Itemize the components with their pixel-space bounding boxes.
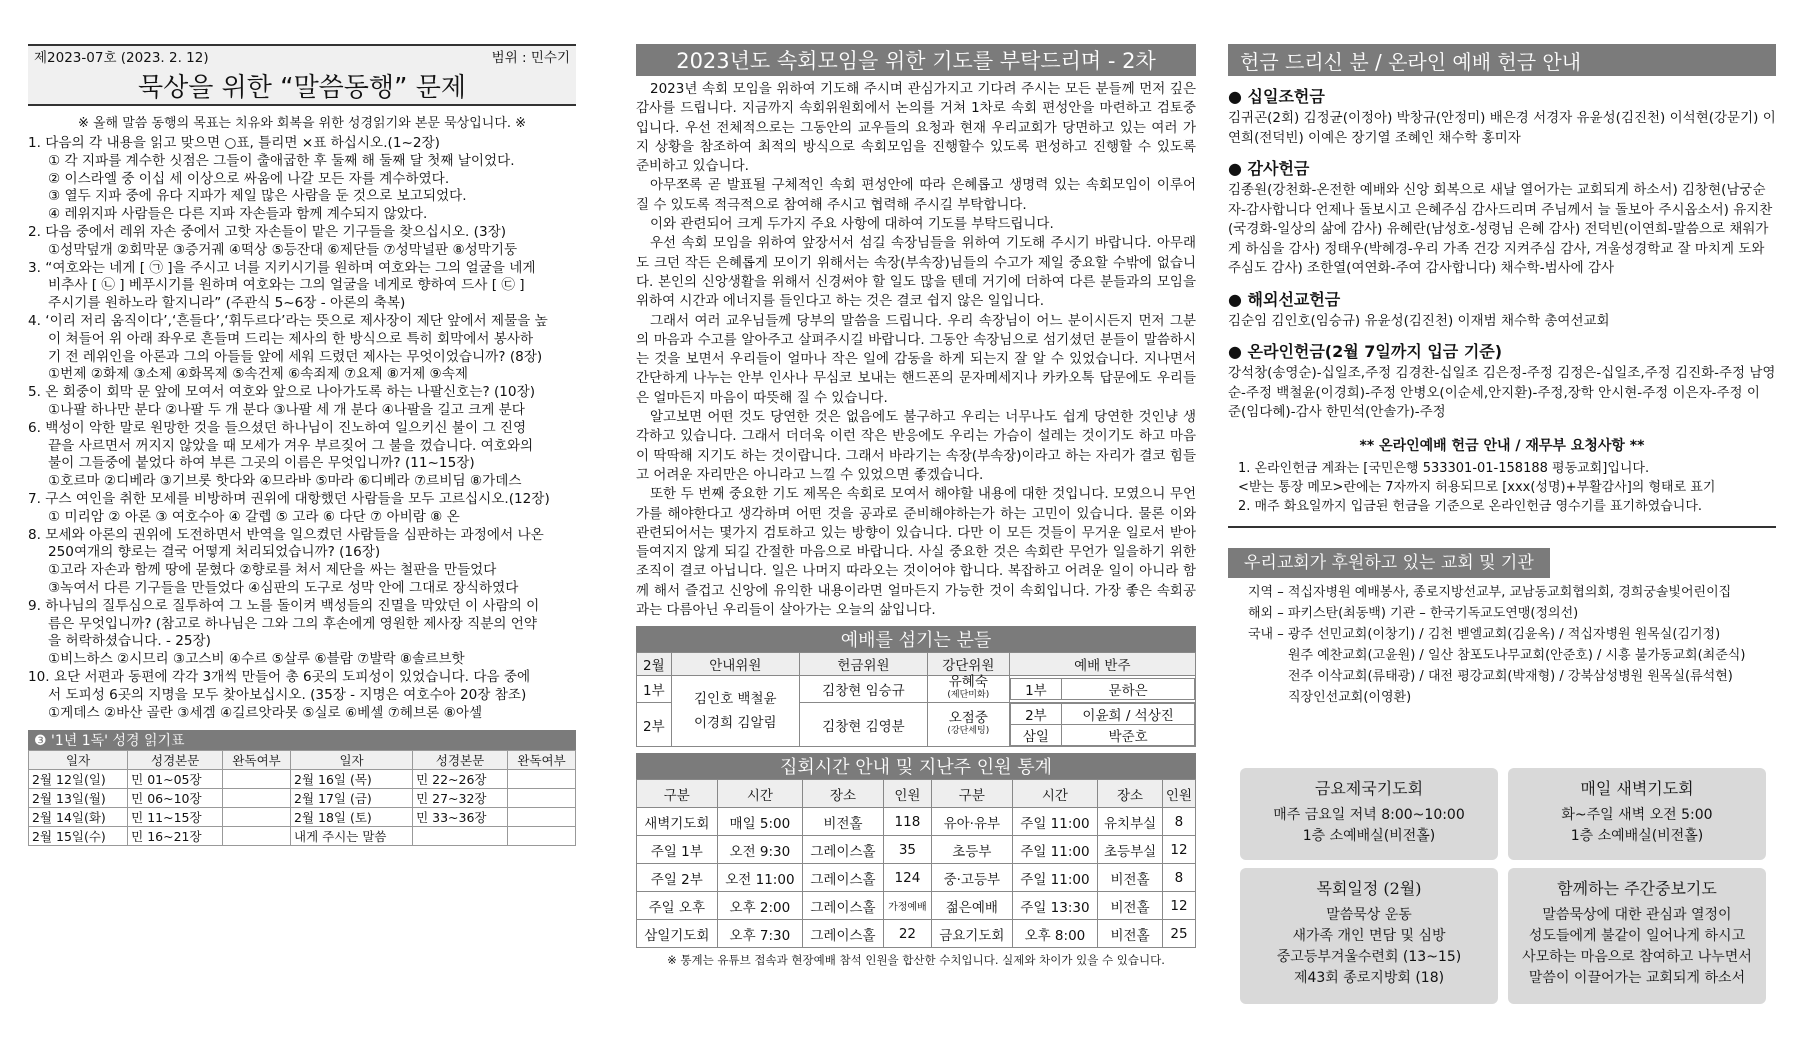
stats-header: 구분: [637, 780, 718, 808]
altar-role: (강단세팅): [947, 725, 990, 736]
offering-category: ● 감사헌금: [1228, 159, 1310, 178]
reading-cell: 2월 17일 (금): [291, 789, 413, 808]
question-line: 1. 다음의 각 내용을 읽고 맞으면 ○표, 틀리면 ×표 하십시오.(1~2장): [28, 135, 440, 151]
worship-header: 안내위원: [671, 653, 799, 676]
question-line: ①고라 자손과 함께 땅에 묻혔다 ②향로를 쳐서 제단을 싸는 철판을 만들었다: [48, 562, 497, 579]
stats-cell: 오후 2:00: [717, 892, 803, 920]
question-line: 3. “여호와는 네게 [ ㉠ ]을 주시고 너를 지키시기를 원하며 여호와는 그의 얼굴을 네게: [28, 259, 536, 276]
stats-cell: 중·고등부: [932, 864, 1013, 892]
quiz-column: [28, 44, 576, 846]
guide-line: <받는 통장 메모>란에는 7자까지 허용되므로 [xxx(성명)+부활감사]의 형태로 표기: [1238, 479, 1716, 495]
question-line: 을 허락하셨습니다. - 25장): [48, 633, 211, 650]
stats-cell: 주일 11:00: [1012, 864, 1098, 892]
support-line: 직장인선교회(이영환): [1288, 689, 1412, 705]
reading-cell: [508, 770, 576, 789]
stats-cell: 주일 11:00: [1012, 808, 1098, 836]
stats-cell: 오전 11:00: [717, 864, 803, 892]
stats-cell: 그레이스홀: [803, 892, 884, 920]
stats-row: [637, 892, 1196, 920]
reading-cell: 민 06~10장: [128, 789, 223, 808]
usher-names: 김인호 백철윤 이경희 김알림: [671, 676, 799, 747]
question-line: 주시기를 원하노라 할지니라” (주관식 5~6장 - 아론의 축복): [48, 295, 406, 312]
box-line: 새가족 개인 면담 및 심방: [1292, 928, 1446, 944]
issue-number: 제2023-07호 (2023. 2. 12): [34, 50, 209, 66]
stats-note: ※ 통계는 유튜브 접속과 현장예배 참석 인원을 합산한 수치입니다. 실제와 차이가 있을 수 있습니다.: [667, 953, 1165, 968]
stats-cell: 22: [883, 920, 931, 948]
reading-cell: [508, 789, 576, 808]
prayer-title: 2023년도 속회모임을 위한 기도를 부탁드리며 - 2차: [636, 44, 1196, 76]
question-line: ④ 레위지파 사람들은 다른 지파 자손들과 함께 계수되지 않았다.: [48, 206, 428, 223]
offering-names: 김순임 김인호(임승규) 유윤성(김진천) 이재범 채수학 총여선교회: [1228, 312, 1610, 329]
box-line: 중고등부겨울수련회 (13~15): [1276, 949, 1462, 965]
dawn-prayer-box: [1508, 768, 1766, 860]
question-line: 불이 그들중에 붙었다 하여 부른 그곳의 이름은 무엇입니까? (11~15장): [48, 455, 475, 472]
prayer-paragraph: 그래서 여러 교우님들께 당부의 말씀을 드립니다. 우리 속장님이 어느 분이시든지 먼저 그분의 마음과 수고를 알아주고 살펴주시길 바랍니다. 그동안 속장님으로 섬기셨던 분들이 말씀하시는 것을 보면서 우리들이 얼마나 작은 일에 감동을 하게 되는지 잘 알 수 있었습니다. 지나면서 간단하게 나누는 안부 인사나 무심코 보내는 핸드폰의 문자메세지나 카카오톡 답문에도 우리들은 얼마든지 마음이 따뜻해 질 수 있습니다.: [636, 312, 1196, 406]
reading-cell: 2월 14일(화): [29, 808, 128, 827]
stats-row: [637, 864, 1196, 892]
altar-role: (제단미화): [947, 690, 990, 701]
box-line: 말씀이 이끌어가는 교회되게 하소서: [1528, 970, 1746, 986]
reading-header: 완독여부: [223, 751, 291, 770]
stats-cell: 비전홀: [1098, 864, 1163, 892]
box-title: 매일 새벽기도회: [1580, 779, 1694, 798]
reading-cell: 민 11~15장: [128, 808, 223, 827]
stats-cell: 가정예배: [883, 892, 931, 920]
stats-row: [637, 836, 1196, 864]
stats-cell: 8: [1162, 808, 1195, 836]
altar-name: 오점중: [948, 709, 988, 726]
offering-category: ● 온라인헌금(2월 7일까지 입금 기준): [1228, 342, 1503, 361]
stats-cell: 오전 9:30: [717, 836, 803, 864]
box-line: 사모하는 마음으로 참여하고 나누면서: [1522, 949, 1752, 965]
reading-cell: [223, 808, 291, 827]
worship-header: 2월: [637, 653, 672, 676]
box-title: 함께하는 주간중보기도: [1557, 879, 1717, 898]
support-list: [1228, 582, 1776, 708]
stats-cell: 25: [1162, 920, 1195, 948]
online-guide: [1228, 459, 1776, 516]
stats-cell: 오후 7:30: [717, 920, 803, 948]
quiz-intro: ※ 올해 말씀 동행의 목표는 치유와 회복을 위한 성경읽기와 본문 묵상입니다. ※: [77, 116, 527, 131]
question-line: ①나팔 하나만 분다 ②나팔 두 개 분다 ③나팔 세 개 분다 ④나팔을 길고 크게 분다: [48, 401, 525, 418]
question-list: [28, 135, 576, 722]
accompanist-name: 문하은: [1062, 679, 1195, 700]
reading-row: [29, 789, 576, 808]
support-line: 해외 – 파키스탄(최동백) 기관 – 한국기독교도연맹(정의선): [1248, 605, 1579, 621]
reading-cell: 민 27~32장: [413, 789, 508, 808]
stats-header: 인원: [1162, 780, 1195, 808]
stats-cell: 주일 11:00: [1012, 836, 1098, 864]
question-line: 7. 구스 여인을 취한 모세를 비방하며 권위에 대항했던 사람들을 모두 고르십시오.(12장): [28, 490, 550, 507]
accompanist-name: 이윤희 / 석상진: [1062, 704, 1195, 725]
box-line: 말씀묵상에 대한 관심과 열정이: [1542, 907, 1732, 923]
stats-cell: 주일 오후: [637, 892, 718, 920]
intercession-box: [1508, 868, 1766, 1004]
service-label: 2부: [1010, 704, 1062, 725]
reading-cell: 민 22~26장: [413, 770, 508, 789]
offering-names: 김창현 김영분: [799, 703, 927, 747]
stats-cell: 오후 8:00: [1012, 920, 1098, 948]
stats-header: 인원: [883, 780, 931, 808]
stats-cell: 비전홀: [1098, 920, 1163, 948]
reading-cell: [223, 827, 291, 846]
guide-line: 1. 온라인헌금 계좌는 [국민은행 533301-01-158188 평동교회]입니다.: [1238, 460, 1650, 476]
reading-cell: [223, 770, 291, 789]
stats-cell: 새벽기도회: [637, 808, 718, 836]
guide-line: 2. 매주 화요일까지 입금된 헌금을 기준으로 온라인헌금 영수기를 표기하였습니다.: [1238, 498, 1703, 514]
reading-cell: 2월 16일 (목): [291, 770, 413, 789]
prayer-paragraph: 이와 관련되어 크게 두가지 주요 사항에 대하여 기도를 부탁드립니다.: [650, 216, 1054, 233]
reading-cell: 내게 주시는 말씀: [291, 827, 413, 846]
reading-cell: 민 16~21장: [128, 827, 223, 846]
question-line: 기 전 레위인을 아론과 그의 아들들 앞에 세워 드렸던 제사는 무엇이었습니까? (8장): [48, 348, 543, 365]
question-line: 250여개의 향로는 결국 어떻게 처리되었습니까? (16장): [48, 544, 381, 561]
stats-cell: 주일 13:30: [1012, 892, 1098, 920]
box-title: 목회일정 (2월): [1316, 879, 1422, 898]
question-line: 2. 다음 중에서 레위 자손 중에서 고핫 자손들이 맡은 기구들을 찾으십시오. (3장): [28, 223, 507, 240]
support-line: 전주 이삭교회(류태광) / 대전 평강교회(박재형) / 강북삼성병원 원목실(류석현): [1288, 668, 1733, 684]
question-line: ①게데스 ②바산 골란 ③세겜 ④길르앗라못 ⑤실로 ⑥베셀 ⑦헤브론 ⑧아셀: [48, 704, 483, 721]
question-line: ①비느하스 ②시므리 ③고스비 ④수르 ⑤살루 ⑥블람 ⑦발락 ⑧솔르브핫: [48, 651, 465, 668]
offering-category: ● 해외선교헌금: [1228, 289, 1341, 309]
worship-servers-table: [636, 652, 1196, 747]
reading-row: [29, 808, 576, 827]
issue-bar: [28, 44, 576, 66]
offering-category: ● 십일조헌금: [1228, 87, 1325, 106]
support-line: 지역 – 적십자병원 예배봉사, 종로지방선교부, 교남동교회협의회, 경희궁솔빛어린이집: [1248, 584, 1732, 600]
worship-header: 예배 반주: [1009, 653, 1195, 676]
accompanist-row: [1010, 725, 1194, 746]
stats-cell: 매일 5:00: [717, 808, 803, 836]
question-line: ①번제 ②화제 ③소제 ④화목제 ⑤속건제 ⑥속죄제 ⑦요제 ⑧거제 ⑨속제: [48, 366, 469, 383]
service-label: 삼일: [1010, 725, 1062, 746]
scope-label: 범위 : 민수기: [491, 50, 570, 66]
worship-header: 강단위원: [928, 653, 1010, 676]
stats-cell: 주일 1부: [637, 836, 718, 864]
offering-names: 강석창(송영순)-십일조,주정 김경찬-십일조 김은정-주정 김정은-십일조,주정 김진화-주정 남영순-주정 백철윤(이경희)-주정 안병오(이순세,안지환)-주정,장학 안시현-주정 이은자-주정 이 준(임다혜)-감사 한민석(안솔가)-주정: [1228, 365, 1776, 420]
stats-cell: 유아·유부: [932, 808, 1013, 836]
question-line: 5. 온 회중이 회막 문 앞에 모여서 여호와 앞으로 나아가도록 하는 나팔신호는? (10장): [28, 384, 536, 401]
reading-header: 완독여부: [508, 751, 576, 770]
stats-cell: 유치부실: [1098, 808, 1163, 836]
accompanist-row: [1010, 679, 1194, 700]
reading-cell: 2월 18일 (토): [291, 808, 413, 827]
stats-header: 시간: [717, 780, 803, 808]
question-line: 비추사 [ ㉡ ] 베푸시기를 원하며 여호와는 그의 얼굴을 네게로 향하여 드사 [ ㉢ ]: [48, 277, 525, 294]
reading-header: 성경본문: [413, 751, 508, 770]
offering-names: 김종원(강천화-온전한 예배와 신앙 회복으로 새날 열어가는 교회되게 하소서) 김창현(남궁순자-감사합니다 언제나 돌보시고 은혜주심 감사드리며 주님께서 늘 돌보아 주시옵소서) 유지찬(국경화-일상의 삶에 감사) 유혜란(남성호-성령님 은혜 감사) 전덕빈(이연희-말씀으로 채워가게 하심을 감사) 정태우(박혜경-우리 가족 건강 지켜주심 감사, 겨울성경학교 잘 마치게 도와주심도 감사) 조한열(여연화-주여 감사합니다) 채수학-범사에 감사: [1228, 182, 1773, 276]
stats-cell: 비전홀: [803, 808, 884, 836]
box-line: 제43회 종로지방회 (18): [1293, 970, 1445, 986]
question-line: ③ 열두 지파 중에 유다 지파가 제일 많은 사람을 둔 것으로 보고되었다.: [48, 188, 467, 205]
row-label: 1부: [637, 676, 672, 703]
stats-row: [637, 808, 1196, 836]
reading-cell: [413, 827, 508, 846]
prayer-paragraph: 아무쪼록 곧 발표될 구체적인 속회 편성안에 따라 은혜롭고 생명력 있는 속회모임이 이루어 질 수 있도록 적극적으로 참여해 주시고 협력해 주시길 부탁합니다.: [636, 177, 1196, 213]
reading-cell: [508, 827, 576, 846]
box-line: 화~주일 새벽 오전 5:00: [1561, 807, 1713, 823]
question-line: ③녹여서 다른 기구들을 만들었다 ④심판의 도구로 성막 안에 그대로 장식하였다: [48, 579, 519, 596]
stats-cell: 젊은예배: [932, 892, 1013, 920]
reading-header: 일자: [291, 751, 413, 770]
accompanist-row: [1010, 704, 1194, 725]
stats-cell: 초등부실: [1098, 836, 1163, 864]
offering-names: 김귀곤(2회) 김정균(이정아) 박창규(안정미) 배은경 서경자 유윤성(김진천) 이석현(강문기) 이연희(전덕빈) 이예은 장기열 조혜인 채수학 홍미자: [1228, 110, 1776, 146]
stats-cell: 주일 2부: [637, 864, 718, 892]
stats-header: 장소: [1098, 780, 1163, 808]
reading-plan-title: ❸ '1년 1독' 성경 읽기표: [28, 730, 576, 750]
stats-header: 구분: [932, 780, 1013, 808]
stats-cell: 12: [1162, 836, 1195, 864]
prayer-paragraph: 알고보면 어떤 것도 당연한 것은 없음에도 불구하고 우리는 너무나도 쉽게 당연한 것인냥 생각하고 있습니다. 그래서 더더욱 이런 작은 반응에도 우리는 가슴이 설레는 것이기도 하고 마음이 딱딱해 지기도 하는 것이랍니다. 그래서 바라기는 속장(부속장)이라고 하는 자리가 결코 힘들고 어려운 자리만은 아니라고 느낄 수 있었으면 좋겠습니다.: [636, 409, 1196, 483]
service-label: 1부: [1010, 679, 1062, 700]
offering-column: [1228, 44, 1776, 708]
support-line: 원주 예찬교회(고윤원) / 일산 참포도나무교회(안준호) / 시흥 불가동교회(최준식): [1288, 647, 1746, 663]
worship-header: 헌금위원: [799, 653, 927, 676]
reading-row: [29, 770, 576, 789]
reading-cell: 민 01~05장: [128, 770, 223, 789]
offering-sections: [1228, 84, 1776, 423]
attendance-table: [636, 779, 1196, 948]
stats-cell: 35: [883, 836, 931, 864]
prayer-paragraph: 또한 두 번째 중요한 기도 제목은 속회로 모여서 해야할 내용에 대한 것입니다. 모였으니 무언가를 해야한다고 생각하며 어떤 것을 공과로 준비해야하는가 하는 고민이 있습니다. 물론 이와 관련되어서는 몇가지 검토하고 있는 방향이 있습니다. 다만 이 모든 것들이 무거운 일로서 받아들여지지 않게 되길 간절한 마음으로 바랍니다. 사실 중요한 것은 속회란 무언가 일을하기 위한 조직이 결코 아닙니다. 일은 나머지 따라오는 것이어야 합니다. 복잡하고 어려운 일이 아니라 함께 해서 즐겁고 신앙에 유익한 내용이라면 얼마든지 가능한 것이 속회입니다. 가장 좋은 속회공과는 다름아닌 우리들이 살아가는 오늘의 삶입니다.: [636, 486, 1196, 619]
stats-cell: 초등부: [932, 836, 1013, 864]
question-line: 끝을 사르면서 꺼지지 않았을 때 모세가 겨우 부르짖어 그 불을 껐습니다. 여호와의: [48, 437, 534, 454]
question-line: ① 미리암 ② 아론 ③ 여호수아 ④ 갈렙 ⑤ 고라 ⑥ 다단 ⑦ 아비람 ⑧ 온: [48, 508, 460, 525]
question-line: 9. 하나님의 질투심으로 질투하여 그 노를 돌이켜 백성들의 진멸을 막았던 이 사람의 이: [28, 597, 540, 614]
question-line: ② 이스라엘 중 이십 세 이상으로 싸움에 나갈 모든 자를 계수하였다.: [48, 170, 450, 187]
box-line: 말씀묵상 운동: [1326, 907, 1412, 923]
accompanist-name: 박준호: [1062, 725, 1195, 746]
stats-cell: 8: [1162, 864, 1195, 892]
question-line: 6. 백성이 악한 말로 원망한 것을 들으셨던 하나님이 진노하여 일으키신 불이 그 진영: [28, 419, 527, 436]
question-line: 8. 모세와 아론의 권위에 도전하면서 반역을 일으켰던 사람들을 심판하는 과정에서 나온: [28, 526, 544, 543]
stats-cell: 금요기도회: [932, 920, 1013, 948]
box-line: 1층 소예배실(비전홀): [1302, 828, 1436, 844]
friday-prayer-box: [1240, 768, 1498, 860]
pastoral-schedule-box: [1240, 868, 1498, 1004]
stats-header: 장소: [803, 780, 884, 808]
stats-cell: 비전홀: [1098, 892, 1163, 920]
altar-name: 유혜숙: [948, 674, 988, 691]
row-label: 2부: [637, 703, 672, 747]
question-line: ①호르마 ②디베라 ③기브롯 핫다와 ④므라바 ⑤마라 ⑥디베라 ⑦르비딤 ⑧가데스: [48, 473, 522, 490]
support-line: 국내 – 광주 선민교회(이창기) / 김천 벧엘교회(김윤옥) / 적십자병원 원목실(김기정): [1248, 626, 1721, 642]
stats-cell: 삼일기도회: [637, 920, 718, 948]
box-line: 매주 금요일 저녁 8:00~10:00: [1273, 807, 1465, 823]
reading-row: [29, 827, 576, 846]
stats-cell: 그레이스홀: [803, 864, 884, 892]
question-line: 10. 요단 서편과 동편에 각각 3개씩 만들어 총 6곳의 도피성이 있었습니다. 다음 중에: [28, 668, 531, 685]
box-title: 금요제국기도회: [1314, 779, 1424, 798]
reading-plan-table: [28, 750, 576, 846]
support-title: 우리교회가 후원하고 있는 교회 및 기관: [1228, 548, 1550, 578]
stats-cell: 12: [1162, 892, 1195, 920]
stats-title: 집회시간 안내 및 지난주 인원 통계: [636, 753, 1196, 779]
reading-header: 성경본문: [128, 751, 223, 770]
stats-cell: 그레이스홀: [803, 836, 884, 864]
prayer-paragraph: 2023년 속회 모임을 위하여 기도해 주시며 관심가지고 기다려 주시는 모든 분들께 먼저 깊은 감사를 드립니다. 지금까지 속회위원회에서 논의를 거쳐 1차로 속회 편성안을 마련하고 검토중입니다. 우선 전체적으로는 그동안의 교우들의 요청과 현재 우리교회가 당면하고 있는 여러 가지 상황을 참조하여 최적의 방식으로 속회모임을 진행할수 있도록 편성하고 진행할 수 있도록 준비하고 있습니다.: [636, 81, 1196, 175]
prayer-body: [636, 80, 1196, 620]
reading-cell: 민 33~36장: [413, 808, 508, 827]
question-line: 름은 무엇입니까? (참고로 하나님은 그와 그의 후손에게 영원한 제사장 직분의 언약: [48, 615, 538, 632]
reading-cell: 2월 15일(수): [29, 827, 128, 846]
offering-title: 헌금 드리신 분 / 온라인 예배 헌금 안내: [1228, 44, 1776, 76]
reading-cell: [223, 789, 291, 808]
question-line: 이 쳐들어 위 아래 좌우로 흔들며 드리는 제사의 한 방식으로 특히 회막에서 봉사하: [48, 330, 534, 347]
prayer-column: [636, 44, 1196, 968]
reading-cell: [508, 808, 576, 827]
question-line: 서 도피성 6곳의 지명을 모두 찾아보십시오. (35장 - 지명은 여호수아 20장 참조): [48, 686, 527, 703]
prayer-paragraph: 우선 속회 모임을 위하여 앞장서서 섬길 속장님들을 위하여 기도해 주시기 바랍니다. 아무래도 크던 작든 은혜롭게 모이기 위해서는 속장(부속장)님들의 수고가 제일 중요할 수밖에 없습니다. 본인의 신앙생활을 위해서 신경써야 할 일도 많을 텐데 거기에 더하여 다른 분들과의 모임을 위하여 시간과 에너지를 들인다고 하는 것은 결코 쉽지 않은 일입니다.: [636, 235, 1196, 310]
question-line: ①성막덮개 ②회막문 ③증거궤 ④떡상 ⑤등잔대 ⑥제단들 ⑦성막널판 ⑧성막기둥: [48, 241, 518, 258]
stats-header: 시간: [1012, 780, 1098, 808]
question-line: 4. ‘이리 저리 움직이다’,‘흔들다’,‘휘두르다’라는 뜻으로 제사장이 제단 앞에서 제물을 높: [28, 312, 548, 329]
online-guide-title: ** 온라인예배 헌금 안내 / 재무부 요청사항 **: [1359, 437, 1645, 454]
offering-names: 김창현 임승규: [799, 676, 927, 703]
box-line: 성도들에게 불같이 일어나게 하시고: [1528, 928, 1746, 944]
stats-row: [637, 920, 1196, 948]
reading-cell: 2월 13일(월): [29, 789, 128, 808]
quiz-title: 묵상을 위한 “말씀동행” 문제: [28, 66, 576, 106]
reading-header: 일자: [29, 751, 128, 770]
worship-servers-title: 예배를 섬기는 분들: [636, 626, 1196, 652]
box-line: 1층 소예배실(비전홀): [1570, 828, 1704, 844]
stats-cell: 118: [883, 808, 931, 836]
reading-cell: 2월 12일(일): [29, 770, 128, 789]
stats-cell: 124: [883, 864, 931, 892]
stats-cell: 그레이스홀: [803, 920, 884, 948]
question-line: ① 각 지파를 계수한 싯점은 그들이 출애굽한 후 둘째 해 둘째 달 첫째 날이었다.: [48, 152, 515, 169]
